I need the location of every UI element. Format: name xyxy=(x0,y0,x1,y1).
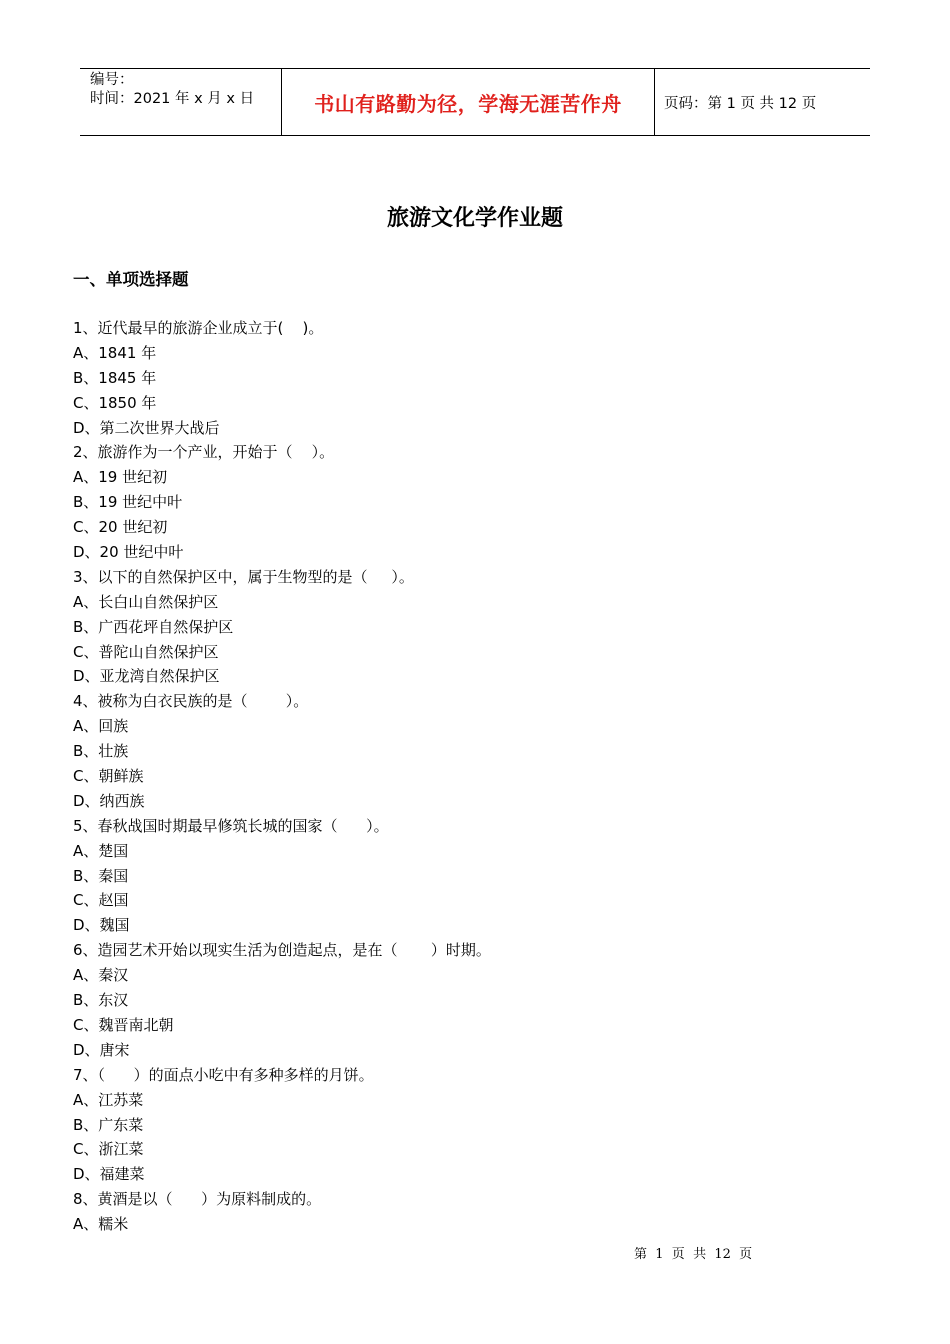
question-line: 7、（ ）的面点小吃中有多种多样的月饼。 xyxy=(73,1065,374,1084)
option-line: C、20 世纪初 xyxy=(73,518,168,537)
option-line: A、长白山自然保护区 xyxy=(73,592,219,611)
section-heading: 一、单项选择题 xyxy=(73,270,189,289)
option-line: D、唐宋 xyxy=(73,1040,130,1059)
option-line: A、19 世纪初 xyxy=(73,468,168,487)
option-line: A、楚国 xyxy=(73,841,129,860)
option-line: C、赵国 xyxy=(73,891,129,910)
question-line: 8、黄酒是以（ ）为原料制成的。 xyxy=(73,1190,322,1209)
question-line: 1、近代最早的旅游企业成立于( )。 xyxy=(73,319,324,337)
option-line: A、秦汉 xyxy=(73,966,129,985)
option-line: C、魏晋南北朝 xyxy=(73,1015,174,1034)
option-line: D、第二次世界大战后 xyxy=(73,418,220,437)
option-line: A、回族 xyxy=(73,717,129,736)
page-header xyxy=(80,68,870,136)
option-line: C、浙江菜 xyxy=(73,1140,144,1159)
option-line: D、纳西族 xyxy=(73,791,145,810)
question-line: 5、春秋战国时期最早修筑长城的国家（ ）。 xyxy=(73,816,389,835)
header-page-info: 页码：第 1 页 共 12 页 xyxy=(664,96,817,112)
option-line: A、糯米 xyxy=(73,1215,129,1234)
option-line: B、东汉 xyxy=(73,991,129,1010)
option-line: B、秦国 xyxy=(73,866,129,885)
option-line: B、19 世纪中叶 xyxy=(73,493,183,512)
option-line: B、1845 年 xyxy=(73,368,157,387)
option-line: D、魏国 xyxy=(73,916,130,935)
option-line: B、壮族 xyxy=(73,742,129,761)
option-line: B、广西花坪自然保护区 xyxy=(73,617,234,636)
option-line: D、20 世纪中叶 xyxy=(73,543,184,562)
question-line: 2、旅游作为一个产业，开始于（ ）。 xyxy=(73,443,335,462)
page-footer: 第 1 页 共 12 页 xyxy=(634,1247,753,1262)
question-line: 3、以下的自然保护区中，属于生物型的是（ ）。 xyxy=(73,567,414,586)
option-line: A、江苏菜 xyxy=(73,1090,144,1109)
option-line: B、广东菜 xyxy=(73,1115,144,1134)
option-line: A、1841 年 xyxy=(73,343,157,362)
option-line: C、朝鲜族 xyxy=(73,767,144,786)
time-label: 时间：2021 年 x 月 x 日 xyxy=(90,91,255,107)
number-label: 编号： xyxy=(90,72,134,88)
question-line: 6、造园艺术开始以现实生活为创造起点，是在（ ）时期。 xyxy=(73,941,491,960)
header-meta xyxy=(80,69,282,136)
question-list xyxy=(73,316,873,1237)
option-line: C、普陀山自然保护区 xyxy=(73,642,219,661)
option-line: D、福建菜 xyxy=(73,1165,145,1184)
document-title: 旅游文化学作业题 xyxy=(386,206,563,231)
question-line: 4、被称为白衣民族的是（ ）。 xyxy=(73,692,309,711)
header-motto: 书山有路勤为径，学海无涯苦作舟 xyxy=(282,69,655,136)
option-line: C、1850 年 xyxy=(73,393,157,412)
option-line: D、亚龙湾自然保护区 xyxy=(73,667,220,686)
